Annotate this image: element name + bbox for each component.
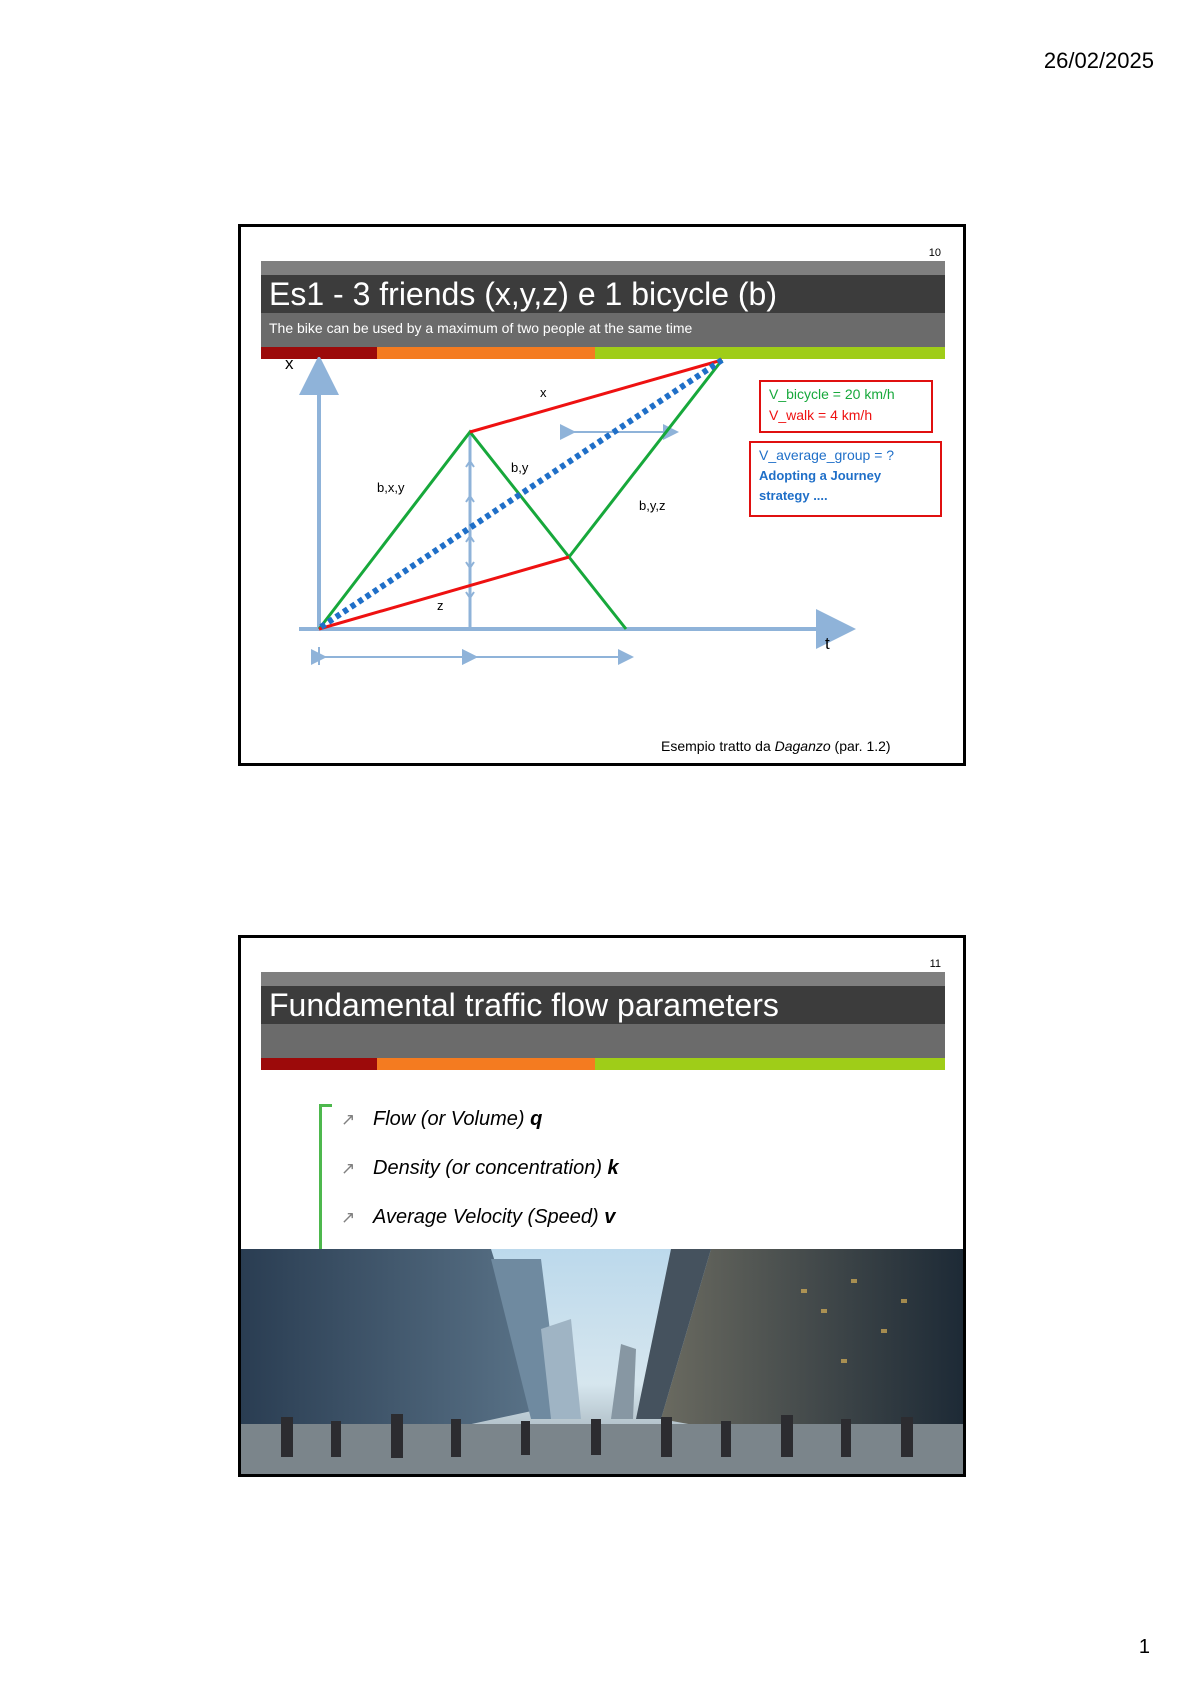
print-date: 26/02/2025 (1043, 48, 1154, 73)
title-band (261, 261, 945, 275)
arrow-up-right-icon: ↗ (341, 1208, 356, 1227)
list-item: ↗ Flow (or Volume) q (341, 1108, 543, 1130)
list-bracket (319, 1104, 332, 1252)
slide-title: Fundamental traffic flow parameters (261, 986, 945, 1024)
label-x: x (540, 385, 547, 400)
arrow-up-right-icon: ↗ (341, 1110, 356, 1129)
list-item: ↗ Density (or concentration) k (341, 1157, 619, 1179)
bicycle-speed: V_bicycle = 20 km/h (769, 386, 895, 402)
slide-10 (238, 224, 966, 766)
question-line-3: strategy .... (759, 488, 828, 503)
slide-number: 11 (929, 958, 941, 970)
city-street-image (241, 1249, 963, 1474)
label-byz: b,y,z (639, 498, 666, 513)
page-number: 1 (1138, 1636, 1150, 1658)
question-line-1: V_average_group = ? (759, 447, 895, 463)
source-caption: Esempio tratto da Daganzo (par. 1.2) (661, 738, 891, 754)
label-z: z (437, 598, 444, 613)
walk-trajectory-z (319, 557, 569, 629)
slide-title: Es1 - 3 friends (x,y,z) e 1 bicycle (b) (261, 275, 945, 313)
title-band (261, 972, 945, 986)
question-line-2: Adopting a Journey (759, 468, 882, 483)
caption-author: Daganzo (774, 738, 831, 754)
color-bar (261, 1058, 945, 1070)
question-box (749, 441, 942, 517)
x-axis-label: x (285, 357, 294, 373)
t-axis-label: t (825, 634, 830, 653)
label-by: b,y (511, 460, 529, 475)
speeds-box (759, 380, 933, 433)
slide-11 (238, 935, 966, 1477)
slide-subtitle-band (261, 1024, 945, 1058)
bike-trajectory-2 (569, 360, 722, 557)
slide-number: 10 (928, 247, 941, 259)
list-item: ↗ Average Velocity (Speed) v (341, 1206, 616, 1228)
slide-subtitle: The bike can be used by a maximum of two people at the same time (261, 313, 945, 347)
arrow-up-right-icon: ↗ (341, 1159, 356, 1178)
walk-trajectory-x (470, 360, 722, 432)
bike-trajectory-1 (319, 432, 626, 629)
label-bxy: b,x,y (377, 480, 405, 495)
walk-speed: V_walk = 4 km/h (769, 407, 873, 423)
